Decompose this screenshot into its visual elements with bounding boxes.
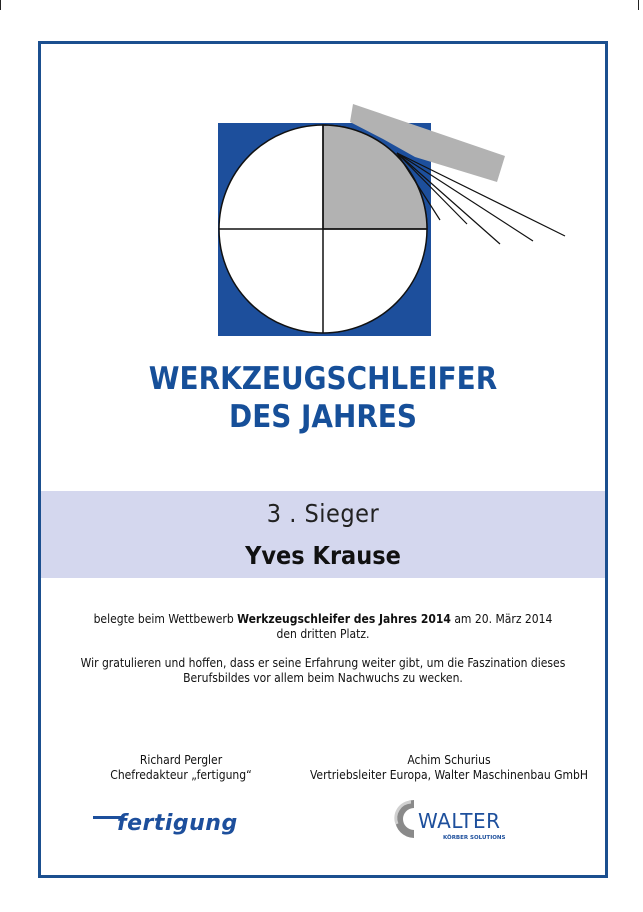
signatory-1-role: Chefredakteur „fertigung“	[110, 768, 252, 782]
walter-logo-subtext: KÖRBER SOLUTIONS	[443, 835, 506, 841]
fertigung-logo	[93, 804, 273, 840]
walter-logo	[391, 794, 521, 844]
signatory-2-name: Achim Schurius	[407, 753, 491, 767]
grinding-emblem	[215, 104, 605, 384]
fertigung-logo-text: fertigung	[117, 811, 238, 836]
intro-paragraph	[41, 612, 605, 642]
congrats-line-2: Berufsbildes vor allem beim Nachwuchs zu wecken.	[183, 671, 463, 685]
crop-mark-top-right	[638, 0, 639, 10]
walter-logo-mark	[395, 800, 414, 838]
intro-prefix: belegte beim Wettbewerb	[93, 612, 238, 626]
signatory-1-name: Richard Pergler	[139, 753, 223, 767]
title-line-1: WERKZEUGSCHLEIFER	[148, 361, 498, 397]
signatory-2	[299, 753, 599, 783]
crop-mark-top-left	[0, 0, 1, 10]
contest-name: Werkzeugschleifer des Jahres 2014	[237, 612, 451, 626]
placement-text: den dritten Platz.	[276, 627, 370, 641]
intro-suffix: am 20. März 2014	[450, 612, 553, 626]
rank-label: 3 . Sieger	[266, 499, 380, 528]
signatory-1	[81, 753, 281, 783]
title-line-2: DES JAHRES	[229, 399, 417, 435]
congrats-paragraph	[41, 656, 605, 686]
signatory-2-role: Vertriebsleiter Europa, Walter Maschinenbau GmbH	[309, 768, 588, 782]
walter-logo-text: WALTER	[418, 809, 501, 833]
certificate-frame	[38, 41, 608, 878]
winner-name: Yves Krause	[245, 541, 401, 570]
congrats-line-1: Wir gratulieren und hoffen, dass er seine Erfahrung weiter gibt, um die Faszination dieses	[80, 656, 566, 670]
